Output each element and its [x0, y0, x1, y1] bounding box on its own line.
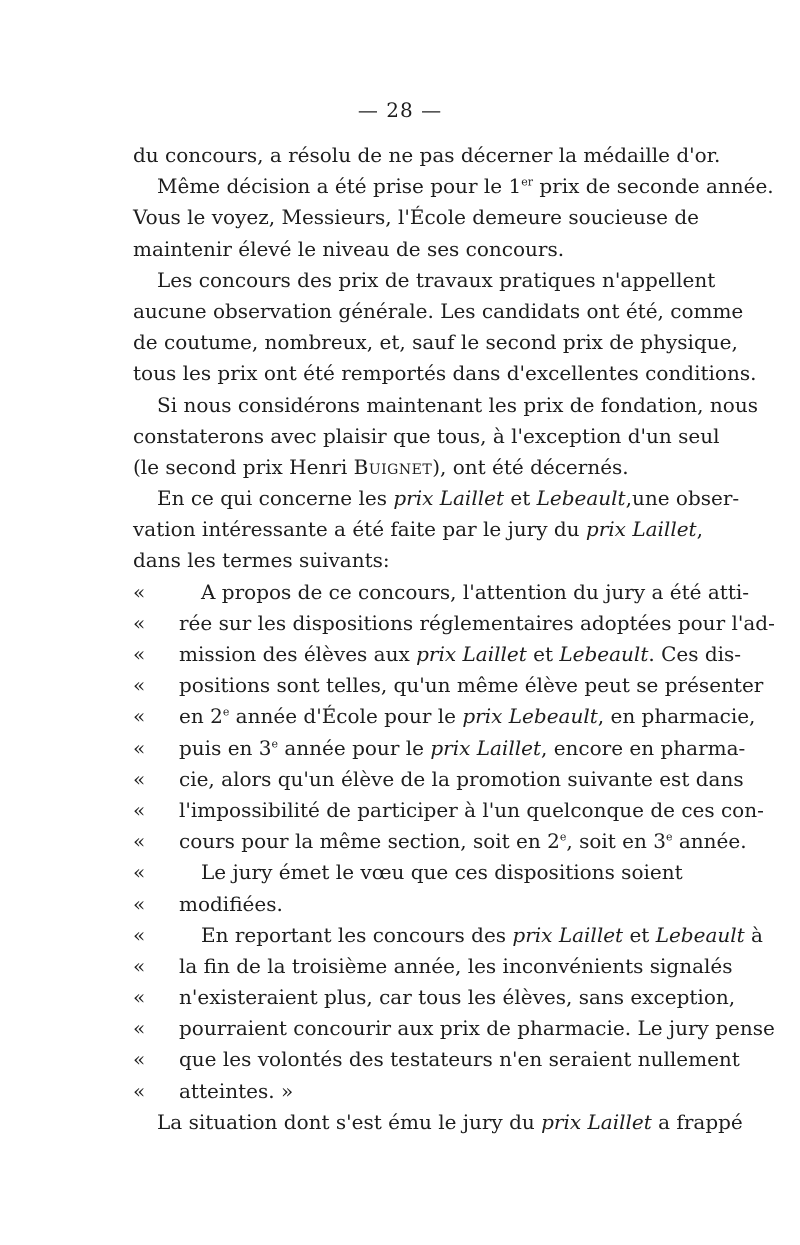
quote-line: « que les volontés des testateurs n'en seraient nullement [133, 1044, 681, 1075]
text-line: tous les prix ont été remportés dans d'excellentes conditions. [133, 361, 757, 386]
text-line: Les concours des prix de travaux pratiques n'appellent [157, 267, 716, 292]
quote-line: « rée sur les dispositions réglementaires adoptées pour l'ad- [133, 608, 681, 639]
quote-line: « la fin de la troisième année, les inconvénients signalés [133, 951, 681, 982]
quote-mark: « [133, 704, 146, 729]
quote-mark: « [133, 673, 146, 698]
text-line: du concours, a résolu de ne pas décerner la médaille d'or. [133, 143, 721, 167]
quote-line: « positions sont telles, qu'un même élève peut se présenter [133, 670, 681, 701]
quote-mark: « [133, 797, 146, 822]
text-line: La situation dont s'est ému le jury du prix Laillet a frappé [157, 1109, 743, 1134]
quote-mark: « [133, 829, 146, 854]
quote-mark: « [133, 860, 146, 885]
text-line: vation intéressante a été faite par le jury du prix Laillet, [133, 517, 703, 542]
text-line: Même décision a été prise pour le 1er prix de seconde année. [157, 174, 774, 199]
text-line: constaterons avec plaisir que tous, à l'exception d'un seul [133, 423, 720, 448]
quote-mark: « [133, 610, 146, 635]
quote-mark: « [133, 922, 146, 947]
quote-mark: « [133, 1016, 146, 1041]
quote-line: « n'existeraient plus, car tous les élèves, sans exception, [133, 982, 681, 1013]
quote-line: « cours pour la même section, soit en 2e, soit en 3e année. [133, 826, 681, 857]
text-line: de coutume, nombreux, et, sauf le second prix de physique, [133, 330, 738, 355]
text-line: En ce qui concerne les prix Laillet et Lebeault,une obser- [157, 486, 740, 511]
text-line: (le second prix Henri Buignet), ont été décernés. [133, 454, 629, 479]
quote-line: « modifiées. [133, 889, 681, 920]
quote-line: « puis en 3e année pour le prix Laillet, encore en pharma- [133, 733, 681, 764]
page-number: — 28 — [357, 98, 443, 122]
quote-line: « pourraient concourir aux prix de pharmacie. Le jury pense [133, 1013, 681, 1044]
quote-mark: « [133, 985, 146, 1010]
quote-line: « mission des élèves aux prix Laillet et Lebeault. Ces dis- [133, 639, 681, 670]
quote-mark: « [133, 953, 146, 978]
quote-line: « l'impossibilité de participer à l'un quelconque de ces con- [133, 795, 681, 826]
quote-line: « A propos de ce concours, l'attention du jury a été atti- [133, 577, 681, 608]
quote-mark: « [133, 642, 146, 666]
quote-line: « cie, alors qu'un élève de la promotion suivante est dans [133, 764, 681, 795]
quote-mark: « [133, 579, 146, 604]
quote-mark: « [133, 766, 146, 791]
text-line: dans les termes suivants: [133, 548, 390, 573]
text-line: Vous le voyez, Messieurs, l'École demeure soucieuse de [133, 205, 699, 230]
quote-mark: « [133, 891, 146, 916]
quote-mark: « [133, 1047, 146, 1072]
quote-line: « atteintes. » [133, 1076, 681, 1107]
body-text [133, 140, 775, 1138]
quote-line: « en 2e année d'École pour le prix Lebeault, en pharmacie, [133, 701, 681, 732]
text-line: Si nous considérons maintenant les prix de fondation, nous [157, 392, 758, 417]
text-line: aucune observation générale. Les candidats ont été, comme [133, 298, 744, 323]
quote-line: « En reportant les concours des prix Laillet et Lebeault à [133, 920, 681, 951]
quote-mark: « [133, 1078, 146, 1103]
quote-mark: « [133, 735, 146, 760]
text-line: maintenir élevé le niveau de ses concours. [133, 236, 565, 261]
quote-line: « Le jury émet le vœu que ces dispositions soient [133, 857, 681, 888]
